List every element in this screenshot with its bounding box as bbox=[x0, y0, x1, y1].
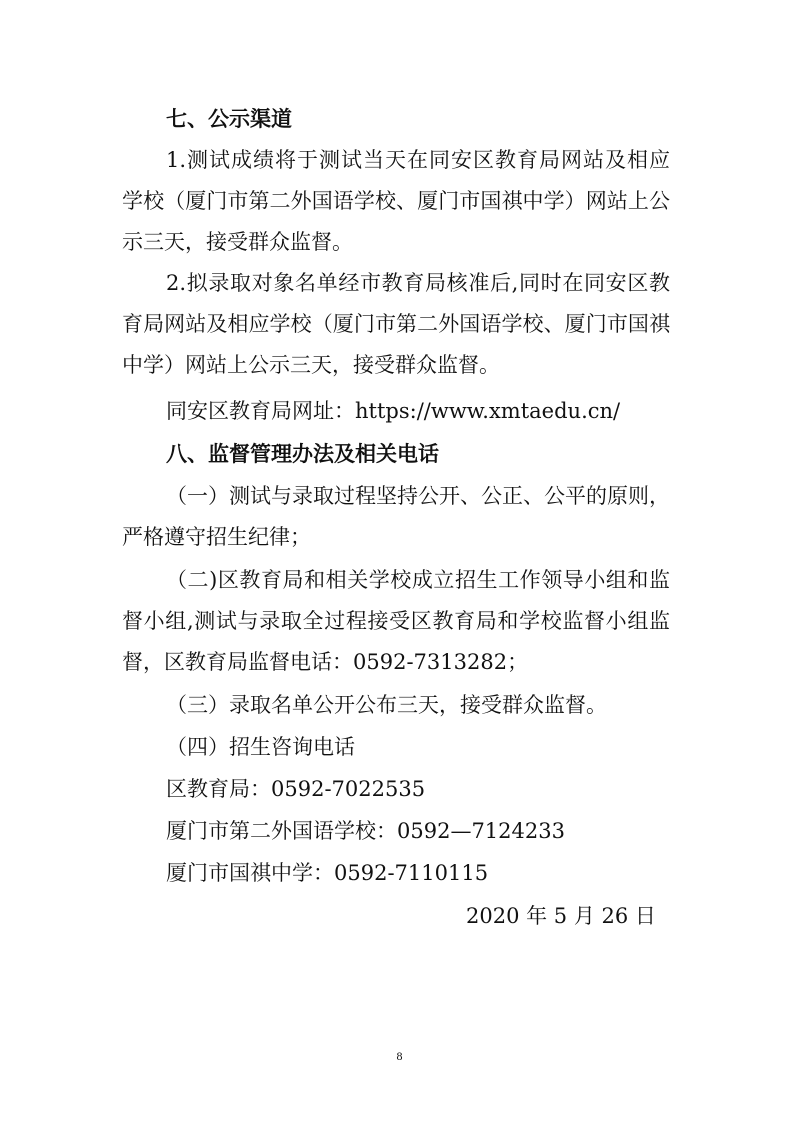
paragraph-line: 中学）网站上公示三天，接受群众监督。 bbox=[122, 353, 500, 377]
paragraph-line: 2.拟录取对象名单经市教育局核准后,同时在同安区教 bbox=[166, 271, 670, 295]
section8-item2-line1 bbox=[0, 562, 799, 598]
document-date: 2020 年 5 月 26 日 bbox=[466, 904, 656, 928]
paragraph-line: 督，区教育局监督电话：0592-7313282； bbox=[122, 650, 529, 674]
section7-item2-line3 bbox=[0, 347, 799, 383]
paragraph-line: （三）录取名单公开公布三天，接受群众监督。 bbox=[166, 693, 607, 717]
section8-item3-line bbox=[0, 687, 799, 723]
paragraph-line: （四）招生咨询电话 bbox=[166, 735, 355, 759]
phone-guoqi-middle-school-line bbox=[0, 855, 799, 891]
section8-item4-line bbox=[0, 729, 799, 765]
paragraph-line: 学校（厦门市第二外国语学校、厦门市国祺中学）网站上公 bbox=[122, 189, 670, 213]
paragraph-line: （二)区教育局和相关学校成立招生工作领导小组和监 bbox=[166, 568, 670, 592]
phone-second-foreign-language-school: 厦门市第二外国语学校：0592—7124233 bbox=[166, 819, 565, 843]
section7-item1-line3 bbox=[0, 224, 799, 260]
section7-website-line bbox=[0, 393, 799, 429]
section7-item2-line1 bbox=[0, 265, 799, 301]
section7-item1-line1 bbox=[0, 142, 799, 178]
website-text: 同安区教育局网址：https://www.xmtaedu.cn/ bbox=[166, 399, 621, 423]
section7-item1-line2 bbox=[0, 183, 799, 219]
section8-item1-line1 bbox=[0, 478, 799, 514]
phone-second-foreign-language-school-line bbox=[0, 813, 799, 849]
section8-item2-line2 bbox=[0, 603, 799, 639]
date-line bbox=[0, 898, 799, 934]
paragraph-line: （一）测试与录取过程坚持公开、公正、公平的原则， bbox=[166, 484, 670, 508]
section7-item2-line2 bbox=[0, 306, 799, 342]
paragraph-line: 示三天，接受群众监督。 bbox=[122, 230, 353, 254]
section7-heading: 七、公示渠道 bbox=[166, 107, 292, 131]
section8-heading: 八、监督管理办法及相关电话 bbox=[166, 442, 439, 466]
phone-education-bureau-line bbox=[0, 771, 799, 807]
section7-heading-line bbox=[0, 101, 799, 137]
paragraph-line: 育局网站及相应学校（厦门市第二外国语学校、厦门市国祺 bbox=[122, 312, 670, 336]
section8-item1-line2 bbox=[0, 519, 799, 555]
section8-heading-line bbox=[0, 436, 799, 472]
phone-education-bureau: 区教育局：0592-7022535 bbox=[166, 777, 426, 801]
paragraph-line: 1.测试成绩将于测试当天在同安区教育局网站及相应 bbox=[166, 148, 670, 172]
section8-item2-line3 bbox=[0, 644, 799, 680]
phone-guoqi-middle-school: 厦门市国祺中学：0592-7110115 bbox=[166, 861, 489, 885]
page-number: 8 bbox=[396, 1049, 403, 1063]
paragraph-line: 严格遵守招生纪律； bbox=[122, 525, 311, 549]
paragraph-line: 督小组,测试与录取全过程接受区教育局和学校监督小组监 bbox=[122, 609, 670, 633]
